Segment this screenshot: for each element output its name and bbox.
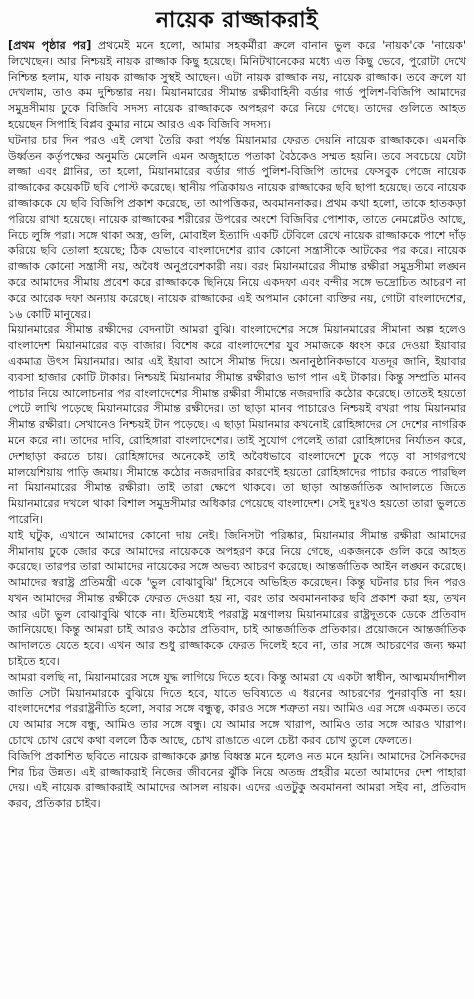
article-paragraph-2: ঘটনার চার দিন পরও এই লেখা তৈরি করা পর্যন্ত মিয়ানমার ফেরত দেয়নি নায়েক রাজ্জাককে। এমনকি উর্ধ্বতন কর্তৃপক্ষের অনুমতি মেলেনি এমন অজুহাতে পতাকা বৈঠকেও সম্মত হয়নি। তবে সবচেয়ে যেটা লজ্জা এবং গ্লানির, তা হলো, মিয়ানমারের বর্ডার গার্ড পুলিশ-বিজিপি তাদের ফেসবুক পেজে নায়েক রাজ্জাকের কয়েকটি ছবি পোস্ট করেছে। স্থানীয় পত্রিকায়ও নায়েক রাজ্জাকের ছবি ছাপা হয়েছে। তবে নায়েক রাজ্জাককে যে ছবি বিজিপি প্রকাশ করেছে, তা আপত্তিকর, অবমাননাকর। প্রথম কথা হলো, তাকে হাতকড়া পরিয়ে রাখা হয়েছে। নায়েক রাজ্জাকের শরীরের উপরের অংশে বিজিবির পোশাক, তাতে নেমপ্লেটও আছে, নিচে লুঙ্গি পরা। সঙ্গে থাকা অস্ত্র, গুলি, মোবাইল ইত্যাদি একটি টেবিলে রেখে নায়েক রাজ্জাককে পাশে দাঁড় করিয়ে ছবি তোলা হয়েছে; ঠিক যেভাবে বাংলাদেশের র‍্যাব কোনো সন্ত্রাসীকে আটকের পর করে। নায়েক রাজ্জাক কোনো সন্ত্রাসী নয়, অবৈধ অনুপ্রবেশকারী নয়। বরং মিয়ানমারের সীমান্ত রক্ষীরা সমুদ্রসীমা লঙ্ঘন করে আমাদের সীমায় প্রবেশ করে রাজ্জাককে ছিনিয়ে নিয়ে একদফা এবং বন্দীর সঙ্গে ভদ্রোচিত আচরণ না করে আরেক দফা অন্যায় করেছে। নায়েক রাজ্জাকের এই অপমান কোনো ব্যক্তির নয়, গোটা বাংলাদেশের, ১৬ কোটি মানুষের। [8,133,466,321]
article-paragraph-6: বিজিপি প্রকাশিত ছবিতে নায়েক রাজ্জাককে ক্লান্ত বিধ্বস্ত মনে হলেও নত মনে হয়নি। আমাদের সৈনিকদের শির চির উন্নত। এই রাজ্জাকরাই নিজের জীবনের ঝুঁকি নিয়ে অতন্দ্র প্রহরীর মতো আমাদের দেশ পাহারা দেয়। এই নায়েক রাজ্জাকরাই আমাদের আসল নায়ক। এদের এতটুকু অবমাননা আমরা সইব না, প্রতিবাদ করব, প্রতিকার চাইব। [8,749,466,811]
continuation-label: [প্রথম পৃষ্ঠার পর] [8,39,92,52]
article-body [8,38,466,990]
article-headline: নায়েক রাজ্জাকরাই [155,8,319,33]
paragraph-text: প্রথমেই মনে হলো, আমার সহকর্মীরা ক্রলে বানান ভুল করে 'নায়ক'কে 'নায়েক' লিখেছেন। আর নিশ্চয়ই নায়ক রাজ্জাক কিছু হয়েছে। মিনিটখানেকের মধ্যে এত কিছু ভেবে, পুরোটা দেখে নিশ্চিন্ত হলাম, যাক নায়ক রাজ্জাক সুস্থই আছেন। এটা নায়ক রাজ্জাক নয়, নায়েক রাজ্জাক। তবে ক্রলে যা দেখলাম, তাও কম দুশ্চিন্তার নয়। মিয়ানমারের সীমান্ত রক্ষীবাহিনী বর্ডার গার্ড পুলিশ-বিজিপি আমাদের সমুদ্রসীমায় ঢুকে বিজিবি সদস্য নায়েক রাজ্জাককে অপহরণ করে নিয়ে গেছে। তাদের গুলিতে আহত হয়েছেন সিপাহি বিপ্লব কুমার নামে আরও এক বিজিবি সদস্য। [8,39,466,131]
article-paragraph-5: আমরা বলছি না, মিয়ানমারের সঙ্গে যুদ্ধ লাগিয়ে দিতে হবে। কিন্তু আমরা যে একটা স্বাধীন, আত্মমর্যাদাশীল জাতি সেটা মিয়ানমারকে বুঝিয়ে দিতে হবে, যাতে ভবিষ্যতে এ ধরনের আচরণের পুনরাবৃত্তি না হয়। বাংলাদেশের পররাষ্ট্রনীতি হলো, সবার সঙ্গে বন্ধুত্ব, কারও সঙ্গে শত্রুতা নয়। আমিও এর সঙ্গে একমত। তবে যে আমার সঙ্গে বন্ধু, আমিও তার সঙ্গে বন্ধু। যে আমার সঙ্গে খারাপ, আমিও তার সঙ্গে আরও খারাপ। চোখে চোখ রেখে কথা বললে ঠিক আছে, চোখ রাঙাতে এলে চেষ্টা করব চোখ তুলে ফেলতে। [8,670,466,748]
article-paragraph-3: মিয়ানমারের সীমান্ত রক্ষীদের বেদনাটা আমরা বুঝি। বাংলাদেশের সঙ্গে মিয়ানমারের সীমানা অল্প হলেও বাংলাদেশ মিয়ানমারের বড় বাজার। বিশেষ করে বাংলাদেশের যুব সমাজকে ধ্বংস করে দেওয়া ইয়াবার একমাত্র উৎস মিয়ানমার। আর এই ইয়াবা আসে সীমান্ত দিয়ে। অনানুষ্ঠানিকভাবে যতদূর জানি, ইয়াবার ব্যবসা হাজার কোটি টাকার। নিশ্চয়ই মিয়ানমার সীমান্ত রক্ষীরাও ভাগ পান এই টাকার। কিন্তু সম্প্রতি মানব পাচার নিয়ে আলোচনার পর বাংলাদেশের সীমান্ত রক্ষীরা সীমান্তে নজরদারি কঠোর করেছে। তাতেই হয়তো পেটে লাথি পড়েছে মিয়ানমারের সীমান্ত রক্ষীদের। তা ছাড়া মানব পাচারেও নিশ্চয়ই বখরা পায় মিয়ানমার সীমান্ত রক্ষীরা। সেখানেও নিশ্চয়ই টান পড়েছে। এ ছাড়া মিয়ানমার কখনোই রোহিঙ্গাদের সে দেশের নাগরিক মনে করে না। তাদের দাবি, রোহিঙ্গারা বাংলাদেশের। তাই সুযোগ পেলেই তারা রোহিঙ্গাদের নির্যাতন করে, দেশছাড়া করতে চায়। রোহিঙ্গাদের অনেকেই তাই অবৈধভাবে বাংলাদেশে ঢুকে পড়ে বা সাগরপথে মালয়েশিয়ায় পাড়ি জমায়। সীমান্তে কঠোর নজরদারির কারণেই হয়তো রোহিঙ্গাদের পাচার করতে পারছিল না মিয়ানমারের সীমান্ত রক্ষীরা। তাই তারা ক্ষেপে থাকবে। তা ছাড়া আন্তর্জাতিক আদালতে জিতে মিয়ানমারের দখলে থাকা বিশাল সমুদ্রসীমার অধিকার পেয়েছে বাংলাদেশ। সেই দুঃখও হয়তো তারা ভুলতে পারেনি। [8,323,466,526]
article-paragraph-4: যাই ঘটুক, এখানে আমাদের কোনো দায় নেই। জিনিসটা পরিষ্কার, মিয়ানমার সীমান্ত রক্ষীরা আমাদের সীমানায় ঢুকে জোর করে আমাদের নায়েককে অপহরণ করে নিয়ে গেছে, একজনকে গুলি করে আহত করেছে। তারপর তারা আমাদের নায়েকের সঙ্গে অভব্য আচরণ করেছে। আন্তর্জাতিক আইন লঙ্ঘন করেছে। আমাদের স্বরাষ্ট্র প্রতিমন্ত্রী একে 'ভুল বোঝাবুঝি' হিসেবে অভিহিত করেছেন। কিন্তু ঘটনার চার দিন পরও যখন আমাদের সীমান্ত রক্ষীকে ফেরত দেওয়া হয় না, বরং তার অবমাননাকর ছবি প্রকাশ করা হয়, তখন আর এটা ভুল বোঝাবুঝি থাকে না। ইতিমধ্যেই পররাষ্ট্র মন্ত্রণালয় মিয়ানমারের রাষ্ট্রদূতকে ডেকে প্রতিবাদ জানিয়েছে। কিন্তু আমরা চাই আরও কঠোর প্রতিবাদ, চাই আন্তর্জাতিক প্রতিকার। প্রয়োজনে আন্তর্জাতিক আদালতে যেতে হবে। এখন আর শুধু রাজ্জাককে ফেরত দিলেই হবে না, তার সঙ্গে আচরণের জন্য ক্ষমা চাইতে হবে। [8,528,466,669]
article-paragraph-1 [8,38,466,133]
